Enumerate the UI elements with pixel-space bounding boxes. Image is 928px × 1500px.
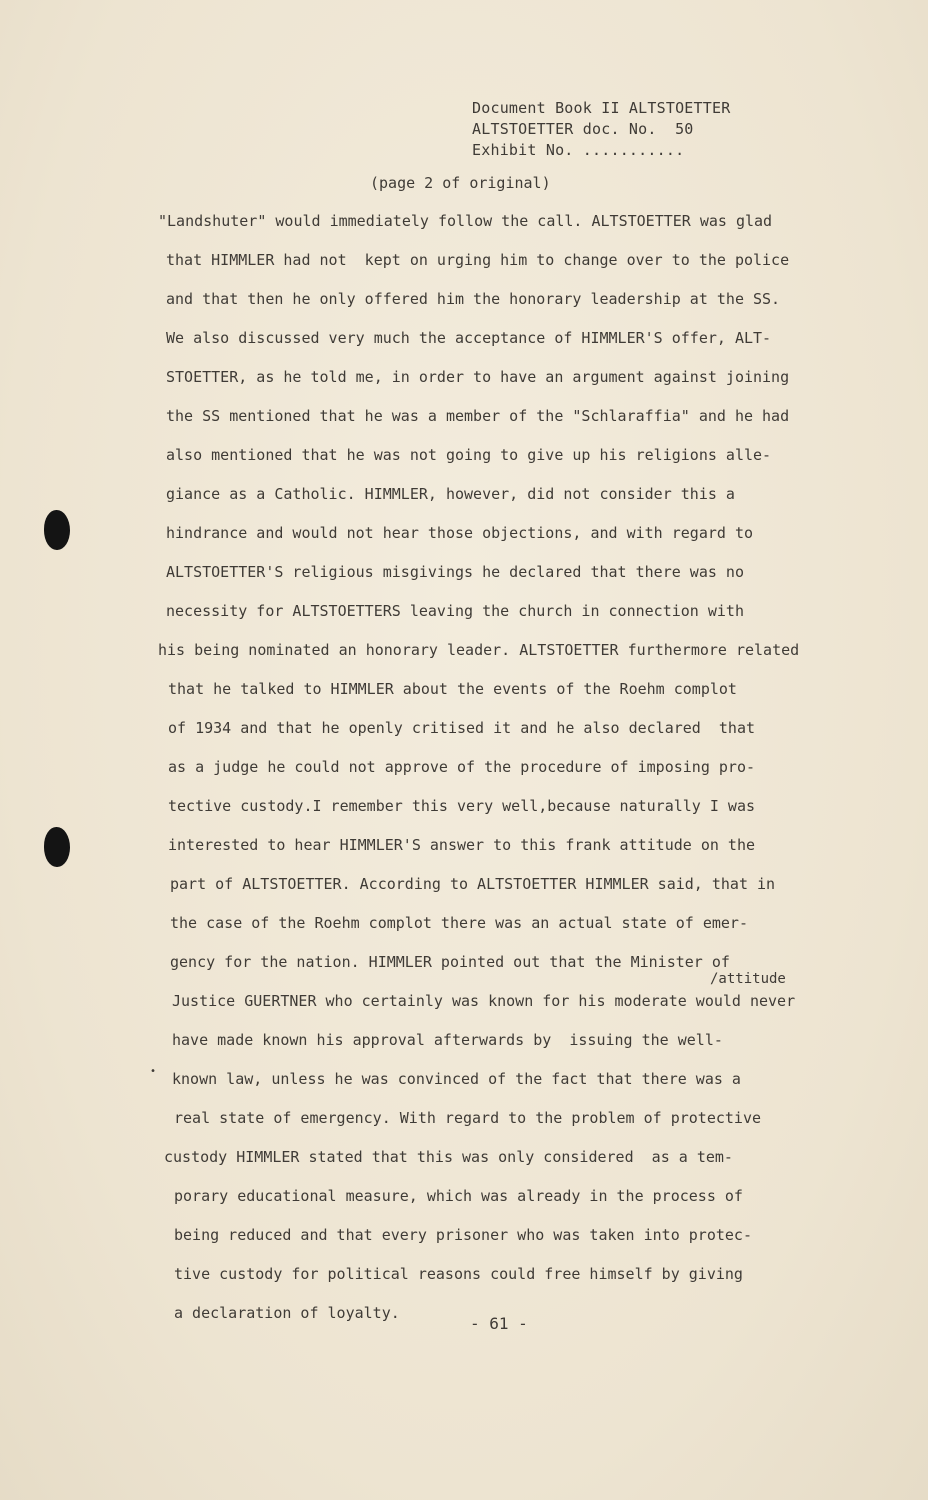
punch-hole <box>44 827 70 867</box>
text-line: and that then he only offered him the honorary leadership at the SS. <box>166 290 781 308</box>
text-line: giance as a Catholic. HIMMLER, however, did not consider this a <box>166 485 735 503</box>
text-line: as a judge he could not approve of the procedure of imposing pro- <box>168 758 755 776</box>
text-line: part of ALTSTOETTER. According to ALTSTOETTER HIMMLER said, that in <box>170 875 776 893</box>
document-number-line: ALTSTOETTER doc. No. 50 <box>472 120 694 138</box>
text-line: "Landshuter" would immediately follow the call. ALTSTOETTER was glad <box>158 212 773 230</box>
text-line: the SS mentioned that he was a member of the "Schlaraffia" and he had <box>166 407 790 425</box>
text-line: real state of emergency. With regard to the problem of protective <box>174 1109 761 1127</box>
text-line: Justice GUERTNER who certainly was known for his moderate would never <box>172 992 796 1010</box>
document-header <box>472 98 730 161</box>
text-line: hindrance and would not hear those objections, and with regard to <box>166 524 753 542</box>
text-line: STOETTER, as he told me, in order to have an argument against joining <box>166 368 790 386</box>
text-line: a declaration of loyalty. <box>174 1304 400 1322</box>
text-line: interested to hear HIMMLER'S answer to this frank attitude on the <box>168 836 755 854</box>
page-number: - 61 - <box>470 1314 528 1333</box>
text-line: necessity for ALTSTOETTERS leaving the church in connection with <box>166 602 744 620</box>
text-line: ALTSTOETTER'S religious misgivings he declared that there was no <box>166 563 744 581</box>
punch-hole <box>44 510 70 550</box>
text-line: porary educational measure, which was already in the process of <box>174 1187 743 1205</box>
text-line: tive custody for political reasons could free himself by giving <box>174 1265 743 1283</box>
text-line: custody HIMMLER stated that this was only considered as a tem- <box>164 1148 733 1166</box>
text-line: that he talked to HIMMLER about the events of the Roehm complot <box>168 680 737 698</box>
text-line: have made known his approval afterwards by issuing the well- <box>172 1031 723 1049</box>
text-line: that HIMMLER had not kept on urging him to change over to the police <box>166 251 790 269</box>
margin-mark: • <box>150 1066 157 1077</box>
text-line: also mentioned that he was not going to give up his religions alle- <box>166 446 772 464</box>
text-line: We also discussed very much the acceptance of HIMMLER'S offer, ALT- <box>166 329 772 347</box>
page-reference: (page 2 of original) <box>370 174 551 192</box>
document-book-line: Document Book II ALTSTOETTER <box>472 99 731 117</box>
text-line: of 1934 and that he openly critised it and he also declared that <box>168 719 755 737</box>
exhibit-number-line: Exhibit No. ........... <box>472 141 685 159</box>
text-line: the case of the Roehm complot there was an actual state of emer- <box>170 914 748 932</box>
text-line: known law, unless he was convinced of the fact that there was a <box>172 1070 741 1088</box>
text-line: being reduced and that every prisoner who was taken into protec- <box>174 1226 752 1244</box>
handwritten-insertion: /attitude <box>710 971 786 987</box>
text-line: his being nominated an honorary leader. ALTSTOETTER furthermore related <box>158 641 800 659</box>
text-line: gency for the nation. HIMMLER pointed out that the Minister of <box>170 953 730 971</box>
text-line: tective custody.I remember this very well,because naturally I was <box>168 797 755 815</box>
